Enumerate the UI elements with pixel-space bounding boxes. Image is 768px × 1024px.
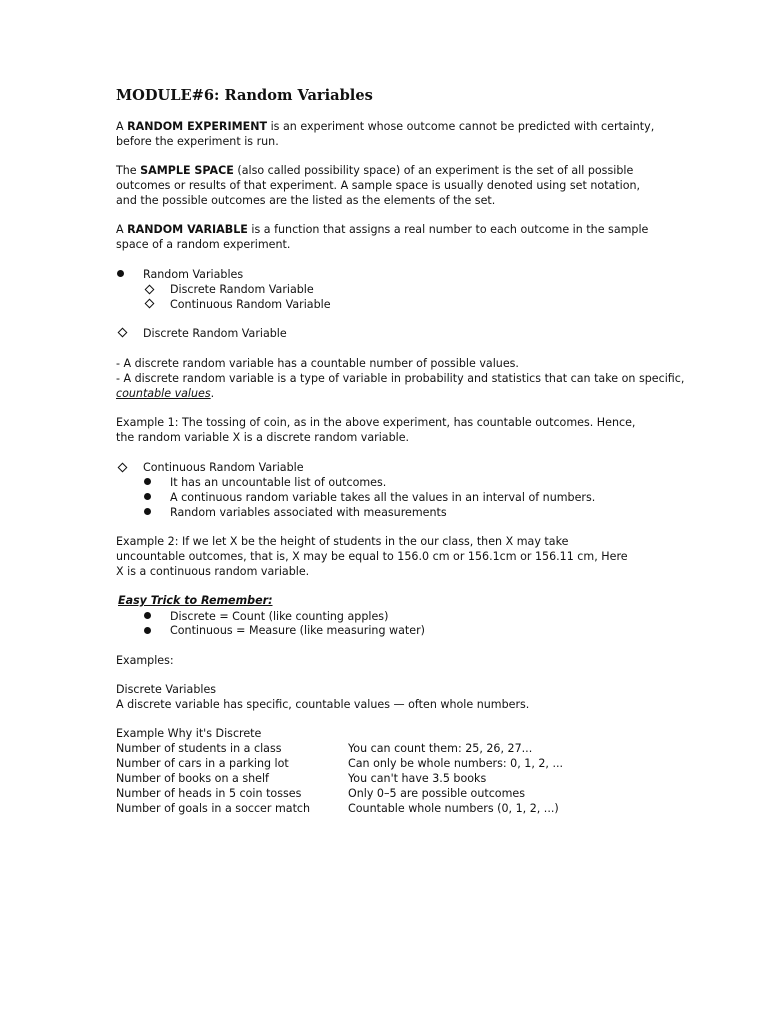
p2-term: SAMPLE SPACE — [140, 164, 234, 177]
table-row-example: Number of heads in 5 coin tosses — [116, 787, 302, 800]
diamond-bullet-icon — [145, 299, 155, 309]
list-subitem-continuous: Continuous Random Variable — [170, 298, 331, 311]
discrete-line-3-tail: . — [210, 387, 215, 400]
discrete-vars-heading: Discrete Variables — [116, 683, 217, 696]
discrete-line-2: - A discrete random variable is a type of variable in probability and statistics that can take on specific, — [116, 372, 685, 385]
bullet-dot-icon — [144, 627, 151, 634]
table-row-why: Countable whole numbers (0, 1, 2, ...) — [348, 802, 559, 815]
example-1: Example 1: The tossing of coin, as in the above experiment, has countable outcomes. Hence, the random variable X is a discrete random variable. — [116, 416, 636, 444]
example-2: Example 2: If we let X be the height of students in the our class, then X may take uncountable outcomes, that is, X may be equal to 156.0 cm or 156.1cm or 156.11 cm, Here X is a continuous random variable. — [116, 535, 628, 578]
table-header: Example Why it's Discrete — [116, 727, 262, 740]
table-row-why: You can't have 3.5 books — [348, 772, 487, 785]
countable-values-emphasis: countable values — [116, 387, 211, 400]
continuous-item-3: Random variables associated with measurements — [170, 506, 447, 519]
table-row-example: Number of cars in a parking lot — [116, 757, 289, 770]
continuous-heading: Continuous Random Variable — [143, 461, 304, 474]
trick-item-continuous: Continuous = Measure (like measuring water) — [170, 624, 425, 637]
diamond-bullet-icon — [145, 285, 155, 295]
paragraph-sample-space — [116, 163, 656, 208]
table-row-example: Number of books on a shelf — [116, 772, 269, 785]
table-row-example: Number of students in a class — [116, 742, 282, 755]
bullet-dot-icon — [144, 612, 151, 619]
diamond-bullet-icon — [118, 463, 128, 473]
diamond-bullet-icon — [118, 328, 128, 338]
discrete-line-1: - A discrete random variable has a countable number of possible values. — [116, 357, 519, 370]
paragraph-random-variable — [116, 222, 656, 252]
bullet-dot-icon — [144, 493, 151, 500]
bullet-dot-icon — [144, 508, 151, 515]
trick-heading-text: Easy Trick to Remember: — [118, 594, 273, 607]
examples-label: Examples: — [116, 654, 174, 667]
bullet-dot-icon — [144, 478, 151, 485]
trick-item-discrete: Discrete = Count (like counting apples) — [170, 610, 389, 623]
p2-pre: The — [116, 164, 141, 177]
p2-post: (also called possibility space) of an experiment is the set of all possible outcomes or results of that experiment. A sample space is usually denoted using set notation, and the possible outcomes are the listed as the elements of the set. — [116, 164, 641, 207]
paragraph-random-experiment — [116, 119, 656, 149]
table-row-example: Number of goals in a soccer match — [116, 802, 311, 815]
p1-term: RANDOM EXPERIMENT — [127, 120, 268, 133]
page-title: MODULE#6: Random Variables — [116, 87, 373, 104]
table-row-why: You can count them: 25, 26, 27... — [348, 742, 533, 755]
discrete-line-3 — [116, 386, 214, 401]
continuous-item-2: A continuous random variable takes all the values in an interval of numbers. — [170, 491, 596, 504]
discrete-heading: Discrete Random Variable — [143, 327, 287, 340]
discrete-vars-description: A discrete variable has specific, countable values — often whole numbers. — [116, 698, 530, 711]
p3-term: RANDOM VARIABLE — [127, 223, 248, 236]
bullet-dot-icon — [117, 270, 124, 277]
list-heading-random-variables: Random Variables — [143, 268, 244, 281]
continuous-item-1: It has an uncountable list of outcomes. — [170, 476, 387, 489]
list-subitem-discrete: Discrete Random Variable — [170, 283, 314, 296]
p3-pre: A — [116, 223, 128, 236]
p1-post: is an experiment whose outcome cannot be predicted with certainty, before the experiment is run. — [116, 120, 655, 148]
table-row-why: Can only be whole numbers: 0, 1, 2, ... — [348, 757, 564, 770]
p1-pre: A — [116, 120, 128, 133]
table-row-why: Only 0–5 are possible outcomes — [348, 787, 526, 800]
p3-post: is a function that assigns a real number to each outcome in the sample space of a random experiment. — [116, 223, 649, 251]
trick-heading — [118, 593, 273, 608]
